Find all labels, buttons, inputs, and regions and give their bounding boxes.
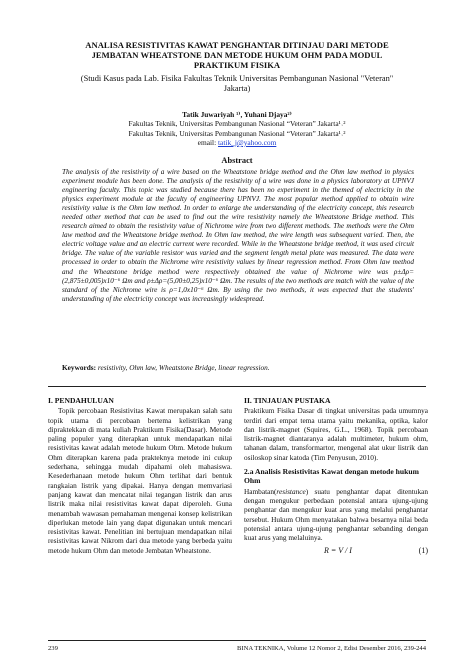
keywords-label: Keywords: [62, 363, 97, 372]
subsection-2a-lead: Hambatan( [244, 486, 277, 496]
equation-1 [244, 546, 428, 558]
keywords-line [62, 363, 414, 372]
section-heading-pendahuluan: I. PENDAHULUAN [48, 396, 114, 405]
footer-page-number: 239 [48, 645, 58, 652]
subtitle-line-2: Jakarta) [223, 84, 251, 93]
paper-subtitle [62, 74, 412, 94]
subsection-2a-body: ) suatu penghantar dapat ditentukan dengan mengukur perbedaan potensial antara ujung-ujung penghantar dan mengukur kuat arus yang melalui penghantar tersebut. Hukum Ohm menyatakan bahwa besarnya nilai beda potensial antara ujung-ujung penghantar sebanding dengan kuat arus yang melaluinya. [244, 486, 428, 543]
left-column [48, 396, 232, 555]
affiliation-line-1: Fakultas Teknik, Universitas Pembangunan Nasional “Veteran” Jakarta¹˒² [128, 119, 346, 129]
email-label: email: [197, 137, 218, 147]
subsection-2a-text [244, 487, 428, 543]
email-link[interactable]: tatik_j@yahoo.com [218, 137, 277, 147]
title-line-1: ANALISA RESISTIVITAS KAWAT PENGHANTAR DITINJAU DARI METODE [85, 40, 389, 50]
affiliation-line-2: Fakultas Teknik, Universitas Pembangunan Nasional “Veteran” Jakarta¹˒² [128, 128, 346, 138]
equation-number: (1) [418, 546, 428, 556]
right-column [244, 396, 428, 558]
author-email [92, 138, 382, 147]
abstract-body: The analysis of the resistivity of a wire based on the Wheatstone bridge method and the Ohm law method in physics experiment module has been done. The analysis of the resistivity of a wire was done in a physics laboratory at UPNVJ engineering faculty. This topic was studied because there has been no experiment in the themed of electricity in the physics experiment module at the faculty of engineering UPNVJ. The most popular method applied to obtain wire resistivity value is the Ohm law method. In order to enlarge the understanding of the electricity concept, this research needed other method that can be used to find out the wire resistivity namely the Wheatstone Bridge method. This research aimed to obtain the resistivity value of Nichrome wire from two different methods. The methods were the Ohm law method and the Wheatstone bridge method. In Ohm law method, the wire length was subsequent varied. Then, the electric voltage value and an electric current were recorded. While in the Wheatstone bridge method, it was used circuit bridge. The value of the variable resistor was varied and the segment length metal plate was measured. The data were processed in order to obtain the Nichrome wire resistivity values by linear regression method. From Ohm law method and the Wheatstone bridge method were respectively obtained the value of Nichrome wire was ρ±Δρ=(2,875±0,005)x10⁻⁶ Ωm and ρ±Δρ=(5,00±0,25)x10⁻⁶ Ωm. The results of the two methods are match with the value of the standard of the Nichrome wire is ρ=1,0x10⁻⁶ Ωm. By using the two methods, it was expected that the students' understanding of the electricity concept was increasingly widespread. [62, 168, 414, 303]
footer-journal: BINA TEKNIKA, Volume 12 Nomor 2, Edisi Desember 2016, 239-244 [236, 645, 426, 652]
section-heading-tinjauan: II. TINJAUAN PUSTAKA [244, 396, 331, 405]
author-block [92, 110, 382, 147]
subtitle-line-1: (Studi Kasus pada Lab. Fisika Fakultas Teknik Universitas Pembangunan Nasional "Veteran" [80, 74, 394, 83]
tinjauan-text: Praktikum Fisika Dasar di tingkat universitas pada umumnya terdiri dari empat tema utama yaitu mekanika, optika, kalor dan listrik-magnet (Squires, G.L., 1968). Topik percobaan listrik-magnet diantaranya adalah multimeter, hukum ohm, tahanan dalam, transformartor, mengenal alat ukur listrik dan osiloskop sinar katoda (Tim Penyusun, 2010). [244, 406, 428, 462]
pendahuluan-text: Topik percobaan Resistivitas Kawat merupakan salah satu topik utama di percobaan bertema kelistrikan yang dipraktekkan di mata kuliah Praktikum Fisika(Dasar). Metode paling populer yang diterapkan untuk mendapatkan nilai resistivitas kawat adalah metode hukum Ohm. Metode hukum Ohm diterapkan karena pada prakteknya metode ini cukup sederhana, sehingga mudah dipahami oleh mahasiswa. Kesederhanaan metode hukum Ohm terlihat dari bentuk rangkaian listrik yang dipakai. Hanya dengan memvariasi panjang kawat dan mencatat nilai tegangan listrik dan arus listrik maka nilai resistivitas kawat dapat diperoleh. Guna menambah wawasan pemahaman mengenai konsep kelistrikan diperlukan metode lain yang dapat digunakan untuk mencari resistivitas kawat. Penelitian ini bertujuan mendapatkan nilai resistivitas kawat Nikrom dari dua metode yang berbeda yaitu metode hukum Ohm dan metode Jembatan Wheatstone. [48, 406, 232, 555]
abstract-heading: Abstract [221, 156, 253, 165]
subsection-2a-term: resistance [276, 486, 306, 496]
section-divider [48, 386, 426, 387]
paper-title [48, 40, 426, 71]
title-line-3: PRAKTIKUM FISIKA [193, 60, 281, 71]
keywords-list: resistivity, Ohm law, Wheatstone Bridge, linear regression. [96, 363, 270, 372]
author-names: Tatik Juwariyah ¹⁾, Yuhani Djaya²⁾ [182, 110, 292, 119]
title-line-2: JEMBATAN WHEATSTONE DAN METODE HUKUM OHM PADA MODUL [91, 50, 383, 61]
footer-divider [48, 640, 426, 641]
subsection-heading-2a: 2.a Analisis Resistivitas Kawat dengan metode hukum Ohm [244, 467, 419, 486]
equation-ohm: R = V / I [324, 546, 352, 556]
